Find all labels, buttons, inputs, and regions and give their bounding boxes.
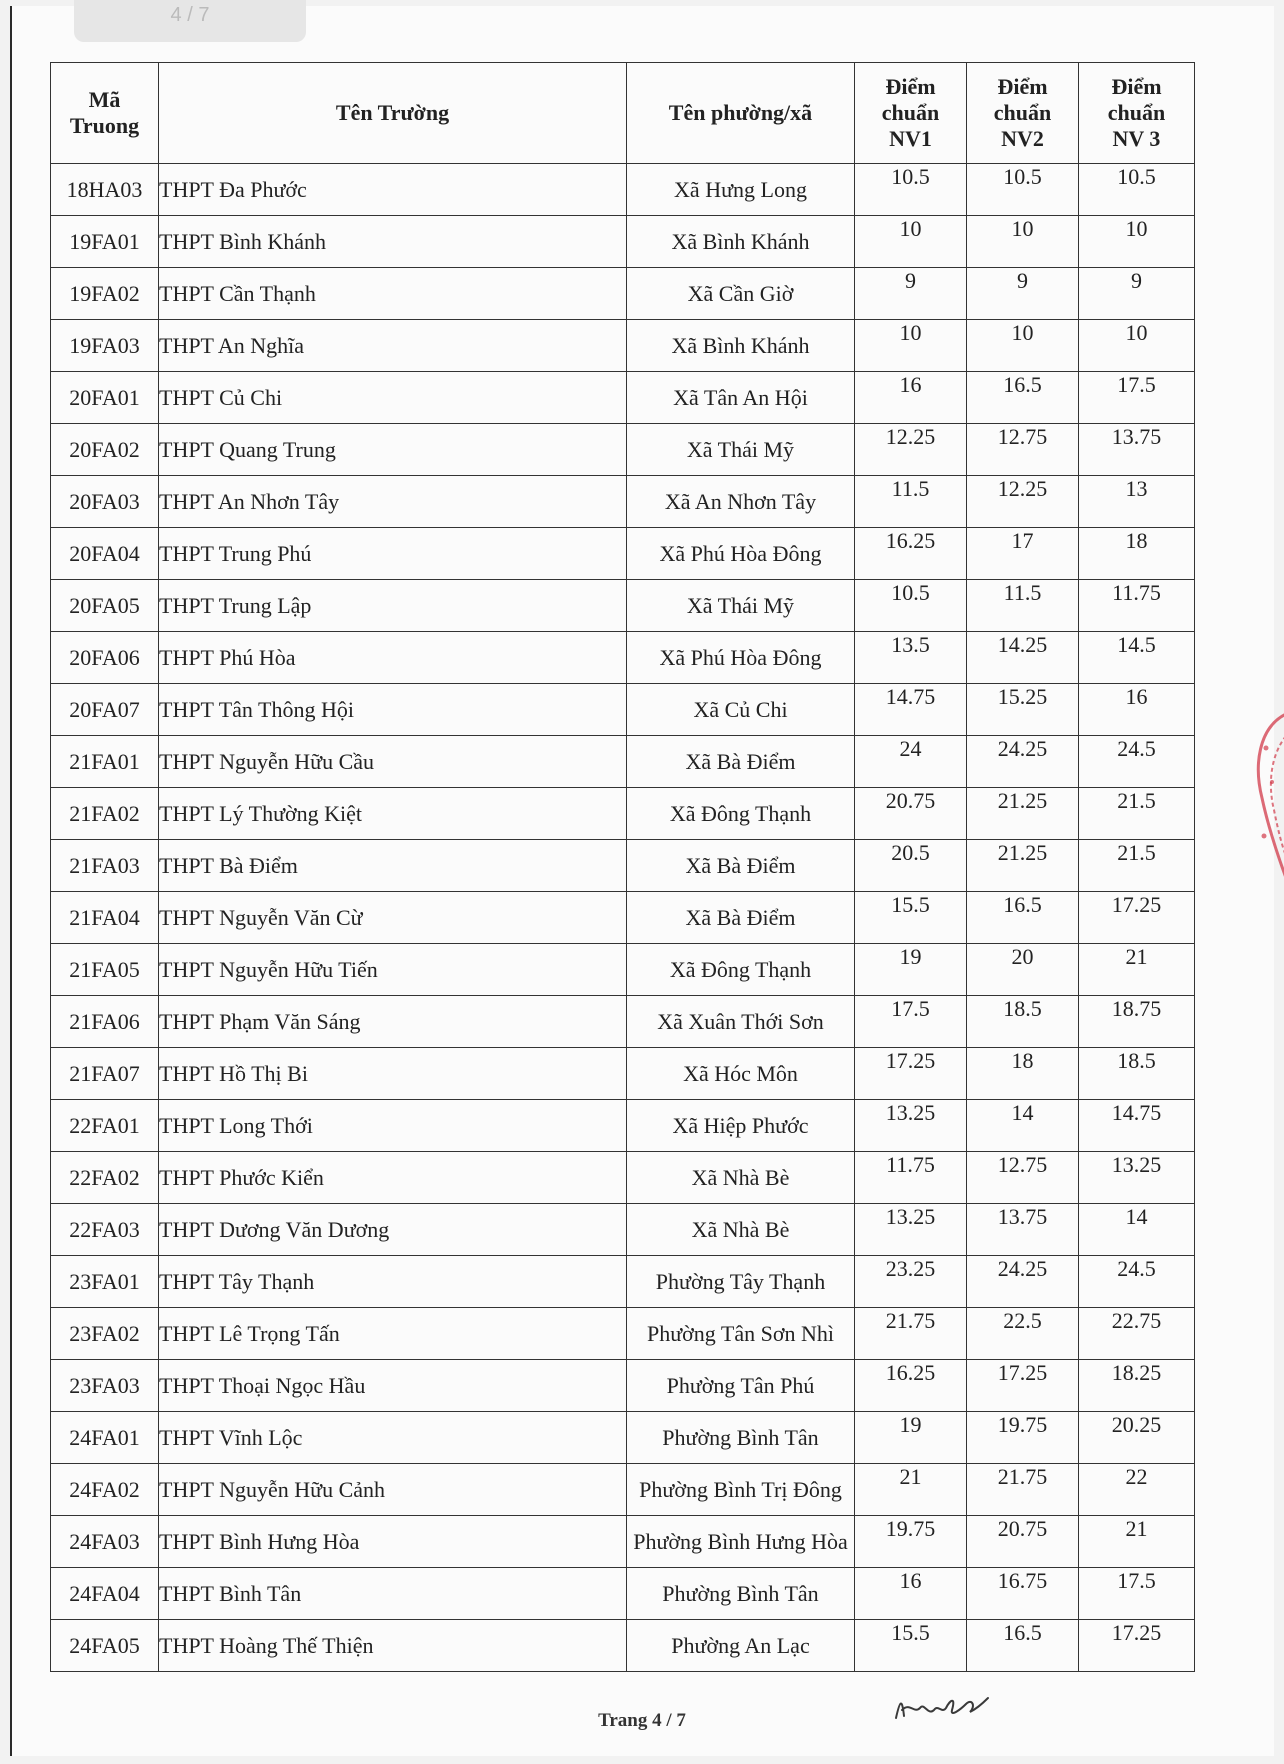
ward-cell: Phường Tân Phú: [627, 1360, 855, 1412]
score-nv2-cell: 21.25: [967, 788, 1079, 840]
school-code-cell: 24FA02: [51, 1464, 159, 1516]
score-nv3-cell: 17.5: [1079, 1568, 1195, 1620]
header-nv1-line-3: NV1: [889, 126, 932, 151]
score-nv3-cell: 13: [1079, 476, 1195, 528]
school-name-cell: THPT Hồ Thị Bi: [159, 1048, 627, 1100]
score-nv1-cell: 21.75: [855, 1308, 967, 1360]
school-code-cell: 21FA03: [51, 840, 159, 892]
score-nv3-cell: 20.25: [1079, 1412, 1195, 1464]
score-nv2-cell: 17: [967, 528, 1079, 580]
table-row: [51, 424, 1195, 476]
score-nv2-cell: 17.25: [967, 1360, 1079, 1412]
score-nv1-cell: 16.25: [855, 528, 967, 580]
score-nv1-cell: 17.25: [855, 1048, 967, 1100]
school-name-cell: THPT Dương Văn Dương: [159, 1204, 627, 1256]
school-code-cell: 24FA03: [51, 1516, 159, 1568]
score-nv3-cell: 13.25: [1079, 1152, 1195, 1204]
school-code-cell: 24FA04: [51, 1568, 159, 1620]
score-nv3-cell: 10: [1079, 320, 1195, 372]
table-row: [51, 632, 1195, 684]
school-name-cell: THPT Tân Thông Hội: [159, 684, 627, 736]
school-code-cell: 20FA05: [51, 580, 159, 632]
table-row: [51, 944, 1195, 996]
school-code-cell: 23FA03: [51, 1360, 159, 1412]
header-nv2: [967, 63, 1079, 164]
ward-cell: Xã Nhà Bè: [627, 1152, 855, 1204]
header-nv2-line-3: NV2: [1001, 126, 1044, 151]
school-code-cell: 18HA03: [51, 164, 159, 216]
table-row: [51, 996, 1195, 1048]
score-nv1-cell: 20.5: [855, 840, 967, 892]
school-name-cell: THPT Tây Thạnh: [159, 1256, 627, 1308]
ward-cell: Phường Bình Tân: [627, 1412, 855, 1464]
ward-cell: Phường An Lạc: [627, 1620, 855, 1672]
school-code-cell: 21FA06: [51, 996, 159, 1048]
table-row: [51, 788, 1195, 840]
school-code-cell: 20FA01: [51, 372, 159, 424]
ward-cell: Xã Hiệp Phước: [627, 1100, 855, 1152]
school-code-cell: 24FA05: [51, 1620, 159, 1672]
score-nv3-cell: 21: [1079, 944, 1195, 996]
score-nv3-cell: 13.75: [1079, 424, 1195, 476]
score-nv1-cell: 15.5: [855, 892, 967, 944]
school-name-cell: THPT Phạm Văn Sáng: [159, 996, 627, 1048]
score-nv3-cell: 11.75: [1079, 580, 1195, 632]
score-nv3-cell: 17.25: [1079, 1620, 1195, 1672]
score-nv3-cell: 21: [1079, 1516, 1195, 1568]
header-nv1-line-1: Điểm: [885, 74, 936, 99]
header-nv3-line-3: NV 3: [1112, 126, 1161, 151]
table-header-row: [51, 63, 1195, 164]
table-row: [51, 1308, 1195, 1360]
score-nv2-cell: 12.25: [967, 476, 1079, 528]
header-nv3-line-1: Điểm: [1111, 74, 1162, 99]
header-code-line-1: Mã: [88, 87, 121, 112]
school-code-cell: 20FA02: [51, 424, 159, 476]
score-nv2-cell: 18: [967, 1048, 1079, 1100]
score-nv2-cell: 12.75: [967, 424, 1079, 476]
score-nv3-cell: 24.5: [1079, 736, 1195, 788]
score-nv2-cell: 13.75: [967, 1204, 1079, 1256]
score-nv1-cell: 17.5: [855, 996, 967, 1048]
table-body: [51, 164, 1195, 1672]
school-name-cell: THPT An Nghĩa: [159, 320, 627, 372]
ward-cell: Xã Xuân Thới Sơn: [627, 996, 855, 1048]
header-ward: Tên phường/xã: [627, 63, 855, 164]
school-name-cell: THPT Trung Lập: [159, 580, 627, 632]
score-nv2-cell: 20.75: [967, 1516, 1079, 1568]
ward-cell: Xã Bà Điểm: [627, 840, 855, 892]
ward-cell: Xã Cần Giờ: [627, 268, 855, 320]
score-nv3-cell: 24.5: [1079, 1256, 1195, 1308]
table-row: [51, 1620, 1195, 1672]
table-row: [51, 580, 1195, 632]
school-code-cell: 20FA06: [51, 632, 159, 684]
score-nv2-cell: 10: [967, 216, 1079, 268]
score-nv1-cell: 11.75: [855, 1152, 967, 1204]
table-row: [51, 268, 1195, 320]
header-school-code: [51, 63, 159, 164]
table-row: [51, 1516, 1195, 1568]
school-code-cell: 22FA03: [51, 1204, 159, 1256]
ward-cell: Xã Nhà Bè: [627, 1204, 855, 1256]
page-footer: Trang 4 / 7: [598, 1710, 686, 1731]
ward-cell: Xã An Nhơn Tây: [627, 476, 855, 528]
table-row: [51, 1360, 1195, 1412]
school-name-cell: THPT Bà Điểm: [159, 840, 627, 892]
ward-cell: Xã Thái Mỹ: [627, 424, 855, 476]
header-school-name: Tên Trường: [159, 63, 627, 164]
table-row: [51, 736, 1195, 788]
table-row: [51, 1152, 1195, 1204]
school-name-cell: THPT Nguyễn Hữu Cầu: [159, 736, 627, 788]
school-code-cell: 19FA01: [51, 216, 159, 268]
table-row: [51, 1100, 1195, 1152]
ward-cell: Xã Củ Chi: [627, 684, 855, 736]
school-name-cell: THPT Bình Tân: [159, 1568, 627, 1620]
header-code-line-2: Truong: [69, 113, 140, 138]
school-code-cell: 21FA02: [51, 788, 159, 840]
school-name-cell: THPT Thoại Ngọc Hầu: [159, 1360, 627, 1412]
school-code-cell: 21FA04: [51, 892, 159, 944]
score-nv3-cell: 17.25: [1079, 892, 1195, 944]
ward-cell: Xã Thái Mỹ: [627, 580, 855, 632]
table-row: [51, 1204, 1195, 1256]
score-nv1-cell: 10.5: [855, 164, 967, 216]
score-nv2-cell: 14: [967, 1100, 1079, 1152]
score-nv2-cell: 20: [967, 944, 1079, 996]
score-nv1-cell: 19: [855, 944, 967, 996]
score-nv3-cell: 18.25: [1079, 1360, 1195, 1412]
school-code-cell: 21FA07: [51, 1048, 159, 1100]
ward-cell: Xã Tân An Hội: [627, 372, 855, 424]
table-row: [51, 320, 1195, 372]
school-name-cell: THPT Cần Thạnh: [159, 268, 627, 320]
score-nv2-cell: 10: [967, 320, 1079, 372]
school-name-cell: THPT Quang Trung: [159, 424, 627, 476]
score-nv1-cell: 23.25: [855, 1256, 967, 1308]
score-nv3-cell: 9: [1079, 268, 1195, 320]
school-code-cell: 19FA02: [51, 268, 159, 320]
table-row: [51, 1568, 1195, 1620]
ward-cell: Phường Bình Hưng Hòa: [627, 1516, 855, 1568]
school-code-cell: 20FA04: [51, 528, 159, 580]
score-nv1-cell: 16: [855, 1568, 967, 1620]
table-row: [51, 528, 1195, 580]
score-nv3-cell: 14.5: [1079, 632, 1195, 684]
score-nv2-cell: 10.5: [967, 164, 1079, 216]
ward-cell: Xã Phú Hòa Đông: [627, 528, 855, 580]
score-nv3-cell: 21.5: [1079, 788, 1195, 840]
score-nv1-cell: 10: [855, 320, 967, 372]
school-code-cell: 20FA07: [51, 684, 159, 736]
score-nv2-cell: 9: [967, 268, 1079, 320]
score-nv2-cell: 24.25: [967, 736, 1079, 788]
score-nv2-cell: 16.5: [967, 892, 1079, 944]
score-nv1-cell: 24: [855, 736, 967, 788]
score-nv2-cell: 22.5: [967, 1308, 1079, 1360]
score-nv1-cell: 13.25: [855, 1100, 967, 1152]
score-nv2-cell: 16.75: [967, 1568, 1079, 1620]
score-nv3-cell: 22.75: [1079, 1308, 1195, 1360]
score-nv1-cell: 11.5: [855, 476, 967, 528]
school-name-cell: THPT Đa Phước: [159, 164, 627, 216]
score-nv2-cell: 11.5: [967, 580, 1079, 632]
header-nv2-line-2: chuẩn: [993, 100, 1052, 125]
score-nv3-cell: 10.5: [1079, 164, 1195, 216]
score-nv1-cell: 10: [855, 216, 967, 268]
ward-cell: Xã Hóc Môn: [627, 1048, 855, 1100]
score-nv2-cell: 18.5: [967, 996, 1079, 1048]
score-nv3-cell: 14.75: [1079, 1100, 1195, 1152]
school-code-cell: 21FA01: [51, 736, 159, 788]
school-code-cell: 21FA05: [51, 944, 159, 996]
table-row: [51, 1412, 1195, 1464]
ward-cell: Xã Bình Khánh: [627, 216, 855, 268]
ward-cell: Xã Đông Thạnh: [627, 944, 855, 996]
score-nv2-cell: 19.75: [967, 1412, 1079, 1464]
score-nv1-cell: 13.5: [855, 632, 967, 684]
score-nv3-cell: 18: [1079, 528, 1195, 580]
score-nv2-cell: 24.25: [967, 1256, 1079, 1308]
ward-cell: Phường Bình Trị Đông: [627, 1464, 855, 1516]
score-nv1-cell: 21: [855, 1464, 967, 1516]
school-name-cell: THPT Phước Kiển: [159, 1152, 627, 1204]
table-row: [51, 476, 1195, 528]
ward-cell: Xã Bình Khánh: [627, 320, 855, 372]
score-nv1-cell: 13.25: [855, 1204, 967, 1256]
header-nv1-line-2: chuẩn: [881, 100, 940, 125]
ward-cell: Xã Đông Thạnh: [627, 788, 855, 840]
school-name-cell: THPT Nguyễn Hữu Tiến: [159, 944, 627, 996]
score-nv1-cell: 19: [855, 1412, 967, 1464]
table-row: [51, 216, 1195, 268]
score-nv1-cell: 10.5: [855, 580, 967, 632]
document-page: [10, 6, 1274, 1756]
score-nv3-cell: 22: [1079, 1464, 1195, 1516]
school-name-cell: THPT Phú Hòa: [159, 632, 627, 684]
score-nv1-cell: 19.75: [855, 1516, 967, 1568]
score-nv1-cell: 12.25: [855, 424, 967, 476]
school-name-cell: THPT Lê Trọng Tấn: [159, 1308, 627, 1360]
school-name-cell: THPT Lý Thường Kiệt: [159, 788, 627, 840]
table-row: [51, 372, 1195, 424]
score-nv1-cell: 16.25: [855, 1360, 967, 1412]
table-row: [51, 164, 1195, 216]
score-nv2-cell: 21.75: [967, 1464, 1079, 1516]
school-name-cell: THPT Vĩnh Lộc: [159, 1412, 627, 1464]
score-nv3-cell: 18.75: [1079, 996, 1195, 1048]
ward-cell: Phường Tân Sơn Nhì: [627, 1308, 855, 1360]
score-nv1-cell: 16: [855, 372, 967, 424]
score-nv1-cell: 14.75: [855, 684, 967, 736]
table-row: [51, 684, 1195, 736]
score-nv3-cell: 18.5: [1079, 1048, 1195, 1100]
header-nv1: [855, 63, 967, 164]
school-name-cell: THPT An Nhơn Tây: [159, 476, 627, 528]
score-nv2-cell: 12.75: [967, 1152, 1079, 1204]
page-indicator: 4 / 7: [74, 0, 306, 42]
school-name-cell: THPT Long Thới: [159, 1100, 627, 1152]
table-row: [51, 840, 1195, 892]
header-nv2-line-1: Điểm: [997, 74, 1048, 99]
table-row: [51, 1464, 1195, 1516]
school-code-cell: 23FA01: [51, 1256, 159, 1308]
score-nv3-cell: 10: [1079, 216, 1195, 268]
score-nv2-cell: 16.5: [967, 372, 1079, 424]
score-nv1-cell: 20.75: [855, 788, 967, 840]
ward-cell: Xã Phú Hòa Đông: [627, 632, 855, 684]
school-name-cell: THPT Bình Khánh: [159, 216, 627, 268]
score-nv3-cell: 14: [1079, 1204, 1195, 1256]
school-code-cell: 22FA02: [51, 1152, 159, 1204]
ward-cell: Xã Bà Điểm: [627, 892, 855, 944]
table-row: [51, 892, 1195, 944]
table-row: [51, 1048, 1195, 1100]
ward-cell: Xã Bà Điểm: [627, 736, 855, 788]
red-seal-stamp: [1252, 706, 1284, 886]
score-nv1-cell: 9: [855, 268, 967, 320]
school-code-cell: 22FA01: [51, 1100, 159, 1152]
header-nv3: [1079, 63, 1195, 164]
admission-score-table: [50, 62, 1195, 1672]
school-name-cell: THPT Trung Phú: [159, 528, 627, 580]
score-nv2-cell: 16.5: [967, 1620, 1079, 1672]
ward-cell: Phường Bình Tân: [627, 1568, 855, 1620]
ward-cell: Xã Hưng Long: [627, 164, 855, 216]
school-name-cell: THPT Củ Chi: [159, 372, 627, 424]
table-row: [51, 1256, 1195, 1308]
school-code-cell: 20FA03: [51, 476, 159, 528]
school-code-cell: 24FA01: [51, 1412, 159, 1464]
school-code-cell: 23FA02: [51, 1308, 159, 1360]
score-nv2-cell: 14.25: [967, 632, 1079, 684]
ward-cell: Phường Tây Thạnh: [627, 1256, 855, 1308]
score-nv3-cell: 17.5: [1079, 372, 1195, 424]
school-code-cell: 19FA03: [51, 320, 159, 372]
score-nv1-cell: 15.5: [855, 1620, 967, 1672]
school-name-cell: THPT Bình Hưng Hòa: [159, 1516, 627, 1568]
score-nv3-cell: 21.5: [1079, 840, 1195, 892]
score-nv2-cell: 15.25: [967, 684, 1079, 736]
school-name-cell: THPT Nguyễn Hữu Cảnh: [159, 1464, 627, 1516]
school-name-cell: THPT Hoàng Thế Thiện: [159, 1620, 627, 1672]
header-nv3-line-2: chuẩn: [1107, 100, 1166, 125]
school-name-cell: THPT Nguyễn Văn Cừ: [159, 892, 627, 944]
score-nv2-cell: 21.25: [967, 840, 1079, 892]
score-nv3-cell: 16: [1079, 684, 1195, 736]
